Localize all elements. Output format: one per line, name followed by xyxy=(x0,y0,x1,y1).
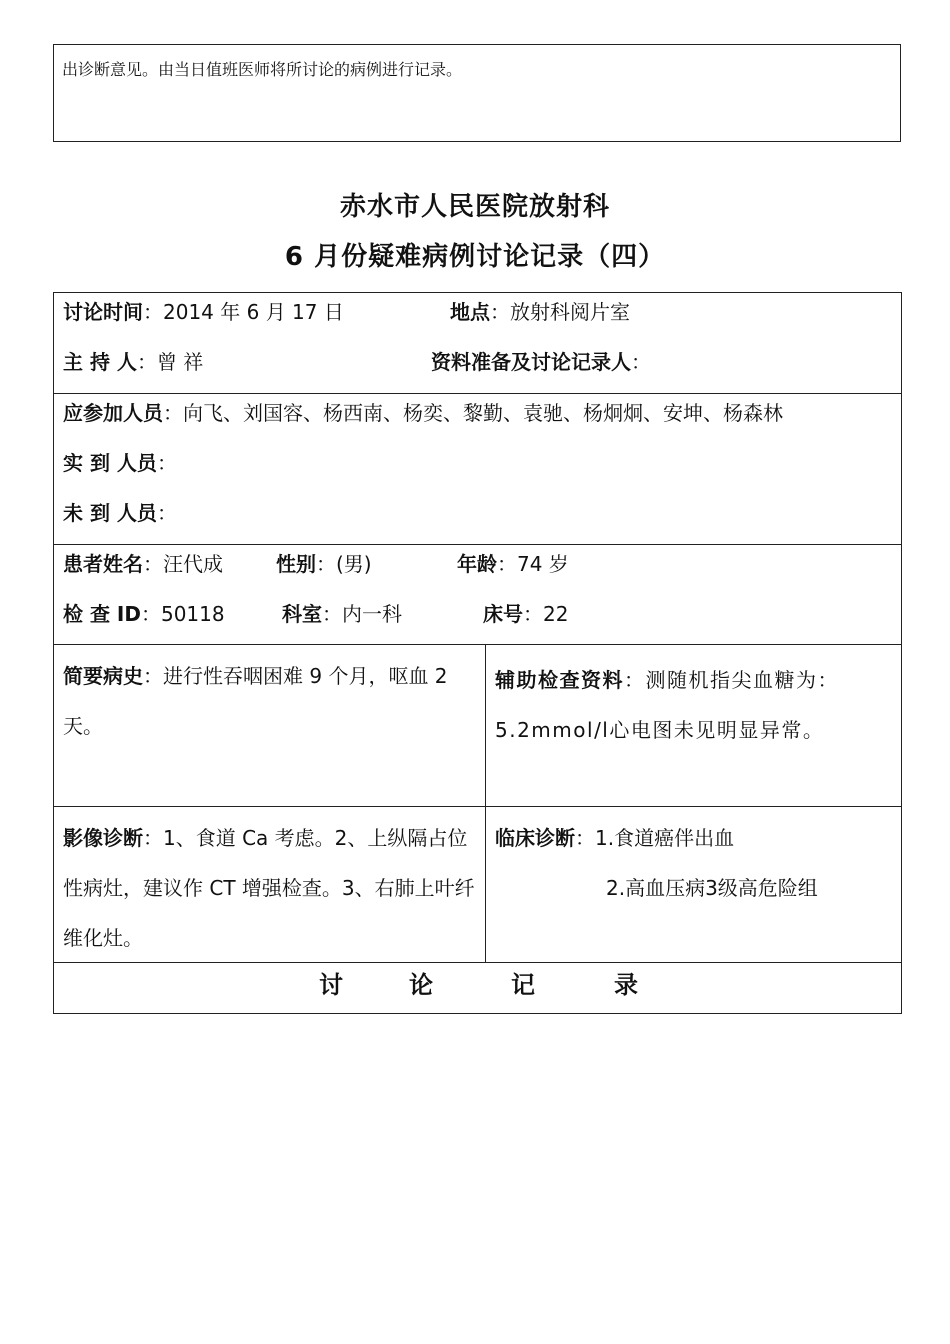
age-label: 年龄 xyxy=(457,552,497,576)
discussion-time-label: 讨论时间 xyxy=(63,300,143,324)
absent-attendees-label: 未 到 人员 xyxy=(63,501,157,525)
history-row xyxy=(54,645,901,807)
patient-info-row xyxy=(54,545,901,645)
discussion-header-char-4: 录 xyxy=(614,971,638,999)
attendance-row xyxy=(54,394,901,545)
exam-id-value: ：50118 xyxy=(140,602,225,626)
aux-exam-label: 辅助检查资料 xyxy=(495,668,624,692)
previous-page-note: 出诊断意见。由当日值班医师将所讨论的病例进行记录。 xyxy=(62,60,463,79)
discussion-time-value: ：2014 年 6 月 17 日 xyxy=(143,300,344,324)
clinical-diagnosis-label: 临床诊断 xyxy=(495,826,575,850)
discussion-header-char-3: 记 xyxy=(511,971,535,999)
present-attendees-label: 实 到 人员 xyxy=(63,451,157,475)
sex-label: 性别 xyxy=(276,552,316,576)
bed-label: 床号 xyxy=(483,602,523,626)
case-discussion-table xyxy=(53,292,902,1014)
previous-page-note-box xyxy=(53,44,901,142)
exam-id-label: 检 查 ID xyxy=(63,602,141,626)
record-title: 6 月份疑难病例讨论记录（四） xyxy=(284,242,666,272)
history-label: 简要病史 xyxy=(63,664,143,688)
place-value: ：放射科阅片室 xyxy=(490,300,630,324)
aux-exam-cell xyxy=(486,645,901,806)
patient-name-value: ：汪代成 xyxy=(143,552,223,576)
clinical-diagnosis-cell xyxy=(486,807,901,962)
hospital-title: 赤水市人民医院放射科 xyxy=(339,192,610,222)
discussion-record-header xyxy=(54,963,901,1013)
patient-name-label: 患者姓名 xyxy=(63,552,143,576)
imaging-diagnosis-cell xyxy=(54,807,486,962)
expected-attendees-value: ：向飞、刘国容、杨西南、杨奕、黎勤、袁驰、杨炯炯、安坤、杨森林 xyxy=(163,401,783,425)
clinical-diagnosis-value-1: ：1.食道癌伴出血 xyxy=(575,826,735,850)
place-label: 地点 xyxy=(450,300,490,324)
history-value: ：进行性吞咽困难 9 个月，呕血 2 天。 xyxy=(63,664,448,738)
department-label: 科室 xyxy=(282,602,322,626)
host-label: 主 持 人 xyxy=(63,350,137,374)
discussion-header-char-2: 论 xyxy=(409,971,433,999)
recorder-label: 资料准备及讨论记录人 xyxy=(431,350,631,374)
age-value: ：74 岁 xyxy=(497,552,569,576)
absent-attendees-value: ： xyxy=(156,501,177,525)
present-attendees-value: ： xyxy=(156,451,177,475)
diagnosis-row xyxy=(54,807,901,963)
host-value: ：曾 祥 xyxy=(136,350,204,374)
bed-value: ：22 xyxy=(523,602,569,626)
history-cell xyxy=(54,645,486,806)
recorder-value: ： xyxy=(631,350,651,374)
meeting-info-row xyxy=(54,293,901,394)
expected-attendees-label: 应参加人员 xyxy=(63,401,163,425)
department-value: ：内一科 xyxy=(322,602,402,626)
sex-value: ：(男) xyxy=(316,552,372,576)
clinical-diagnosis-value-2: 2.高血压病3级高危险组 xyxy=(606,876,818,900)
aux-exam-value: ：测随机指尖血糖为：5.2mmol/l心电图未见明显异常。 xyxy=(495,668,839,742)
discussion-header-char-1: 讨 xyxy=(319,971,343,999)
imaging-diagnosis-value: ：1、食道 Ca 考虑。2、上纵隔占位性病灶，建议作 CT 增强检查。3、右肺上叶纤维化灶。 xyxy=(63,826,475,950)
imaging-diagnosis-label: 影像诊断 xyxy=(63,826,143,850)
